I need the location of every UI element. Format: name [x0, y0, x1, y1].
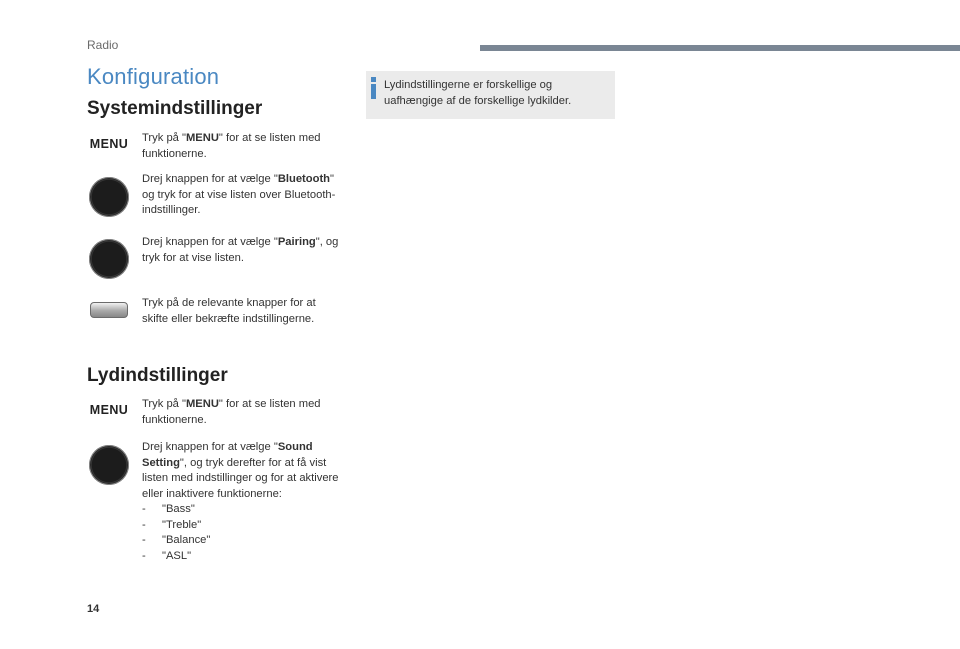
system-step-4-text: Tryk på de relevante knapper for at skifte eller bekræfte indstillingerne.: [142, 297, 316, 325]
page-title: Konfiguration: [87, 64, 220, 89]
list-item: - "Treble": [142, 518, 202, 531]
menu-button-icon: MENU: [89, 137, 129, 151]
pill-button-icon: [90, 302, 128, 318]
sound-step-2-text: Drej knappen for at vælge "Sound Setting", og tryk derefter for at få vist listen med indstillinger og for at aktivere eller inaktivere funktionerne: - "Bass" - "Treble" - "Balance" - "ASL": [142, 440, 342, 564]
system-settings-title: Systemindstillinger: [87, 98, 263, 119]
header-section-label: Radio: [87, 38, 119, 52]
menu-button-icon: MENU: [89, 403, 129, 417]
system-step-1-text: Tryk på "MENU" for at se listen med funktionerne.: [142, 132, 321, 160]
page-number: 14: [87, 603, 100, 615]
rotary-knob-icon: [89, 177, 129, 217]
rotary-knob-icon: [89, 239, 129, 279]
sound-settings-title: Lydindstillinger: [87, 365, 228, 386]
sound-step-1-text: Tryk på "MENU" for at se listen med funktionerne.: [142, 398, 321, 426]
list-item: - "Balance": [142, 534, 211, 546]
info-note-text: Lydindstillingerne er forskellige og uafhængige af de forskellige lydkilder.: [384, 79, 572, 107]
header-bar: [480, 45, 960, 51]
system-step-3-text: Drej knappen for at vælge "Pairing", og tryk for at vise listen.: [142, 236, 339, 264]
info-note: [366, 71, 615, 119]
rotary-knob-icon: [89, 445, 129, 485]
list-item: - "ASL": [142, 549, 192, 562]
system-step-2-text: Drej knappen for at vælge "Bluetooth" og tryk for at vise listen over Bluetooth-indstillinger.: [142, 173, 336, 216]
info-icon: [370, 77, 378, 99]
list-item: - "Bass": [142, 503, 195, 515]
